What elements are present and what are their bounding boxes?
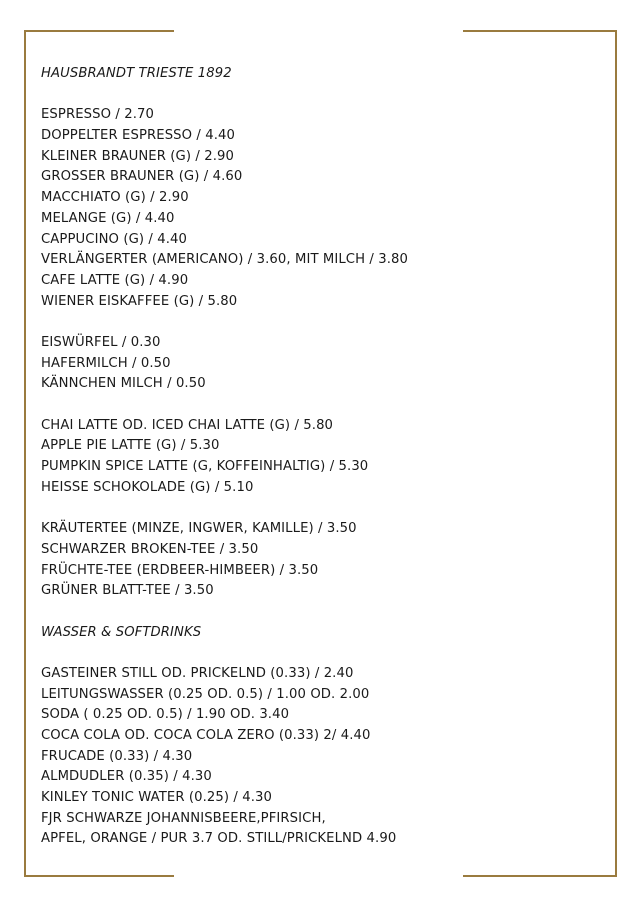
menu-item: ESPRESSO / 2.70 bbox=[41, 107, 154, 123]
menu-item: CAFE LATTE (G) / 4.90 bbox=[41, 272, 189, 288]
menu-item: PUMPKIN SPICE LATTE (G, KOFFEINHALTIG) / 5.30 bbox=[41, 459, 369, 475]
frame-top-left-horizontal bbox=[24, 30, 174, 32]
section-spacer bbox=[41, 602, 601, 623]
menu-item: VERLÄNGERTER (AMERICANO) / 3.60, MIT MILCH / 3.80 bbox=[41, 252, 409, 268]
tea-list bbox=[41, 519, 601, 602]
section-spacer bbox=[41, 312, 601, 333]
drinks-list bbox=[41, 664, 601, 850]
menu-item: APFEL, ORANGE / PUR 3.7 OD. STILL/PRICKELND 4.90 bbox=[41, 831, 397, 847]
menu-item: FRUCADE (0.33) / 4.30 bbox=[41, 748, 193, 764]
frame-top-right-horizontal bbox=[463, 30, 617, 32]
menu-item: FRÜCHTE-TEE (ERDBEER-HIMBEER) / 3.50 bbox=[41, 562, 319, 578]
section-spacer bbox=[41, 395, 601, 416]
coffee-list bbox=[41, 105, 601, 312]
menu-item: ALMDUDLER (0.35) / 4.30 bbox=[41, 769, 212, 785]
menu-item: CHAI LATTE OD. ICED CHAI LATTE (G) / 5.80 bbox=[41, 417, 334, 433]
menu-item: KÄNNCHEN MILCH / 0.50 bbox=[41, 376, 206, 392]
menu-item: COCA COLA OD. COCA COLA ZERO (0.33) 2/ 4.40 bbox=[41, 728, 371, 743]
menu-item: GROSSER BRAUNER (G) / 4.60 bbox=[41, 169, 243, 185]
menu-item: KLEINER BRAUNER (G) / 2.90 bbox=[41, 148, 234, 164]
menu-item: DOPPELTER ESPRESSO / 4.40 bbox=[41, 128, 236, 144]
menu-item: GASTEINER STILL OD. PRICKELND (0.33) / 2.40 bbox=[41, 665, 354, 681]
menu-item: KINLEY TONIC WATER (0.25) / 4.30 bbox=[41, 790, 273, 806]
coffee-section-heading: HAUSBRANDT TRIESTE 1892 bbox=[41, 66, 232, 81]
menu-item: GRÜNER BLATT-TEE / 3.50 bbox=[41, 583, 214, 599]
drinks-section-heading: WASSER & SOFTDRINKS bbox=[41, 624, 202, 640]
specials-list bbox=[41, 416, 601, 499]
menu-item: KRÄUTERTEE (MINZE, INGWER, KAMILLE) / 3.50 bbox=[41, 521, 357, 537]
menu-item: CAPPUCINO (G) / 4.40 bbox=[41, 231, 188, 247]
frame-bottom-left-horizontal bbox=[24, 875, 174, 877]
menu-item: HAFERMILCH / 0.50 bbox=[41, 355, 171, 371]
menu-item: APPLE PIE LATTE (G) / 5.30 bbox=[41, 438, 220, 454]
menu-item: FJR SCHWARZE JOHANNISBEERE,PFIRSICH, bbox=[41, 810, 326, 826]
menu-content bbox=[41, 64, 601, 850]
section-spacer bbox=[41, 85, 601, 106]
frame-right-vertical bbox=[615, 30, 617, 877]
section-spacer bbox=[41, 498, 601, 519]
menu-item: HEISSE SCHOKOLADE (G) / 5.10 bbox=[41, 479, 254, 495]
menu-item: MELANGE (G) / 4.40 bbox=[41, 210, 175, 226]
menu-item: EISWÜRFEL / 0.30 bbox=[41, 334, 161, 350]
menu-item: SODA ( 0.25 OD. 0.5) / 1.90 OD. 3.40 bbox=[41, 707, 290, 723]
menu-item: LEITUNGSWASSER (0.25 OD. 0.5) / 1.00 OD. 2.00 bbox=[41, 686, 370, 702]
frame-left-vertical bbox=[24, 30, 26, 877]
frame-bottom-right-horizontal bbox=[463, 875, 617, 877]
section-spacer bbox=[41, 643, 601, 664]
extras-list bbox=[41, 333, 601, 395]
menu-item: WIENER EISKAFFEE (G) / 5.80 bbox=[41, 293, 238, 309]
menu-item: MACCHIATO (G) / 2.90 bbox=[41, 190, 189, 206]
menu-item: SCHWARZER BROKEN-TEE / 3.50 bbox=[41, 541, 259, 557]
